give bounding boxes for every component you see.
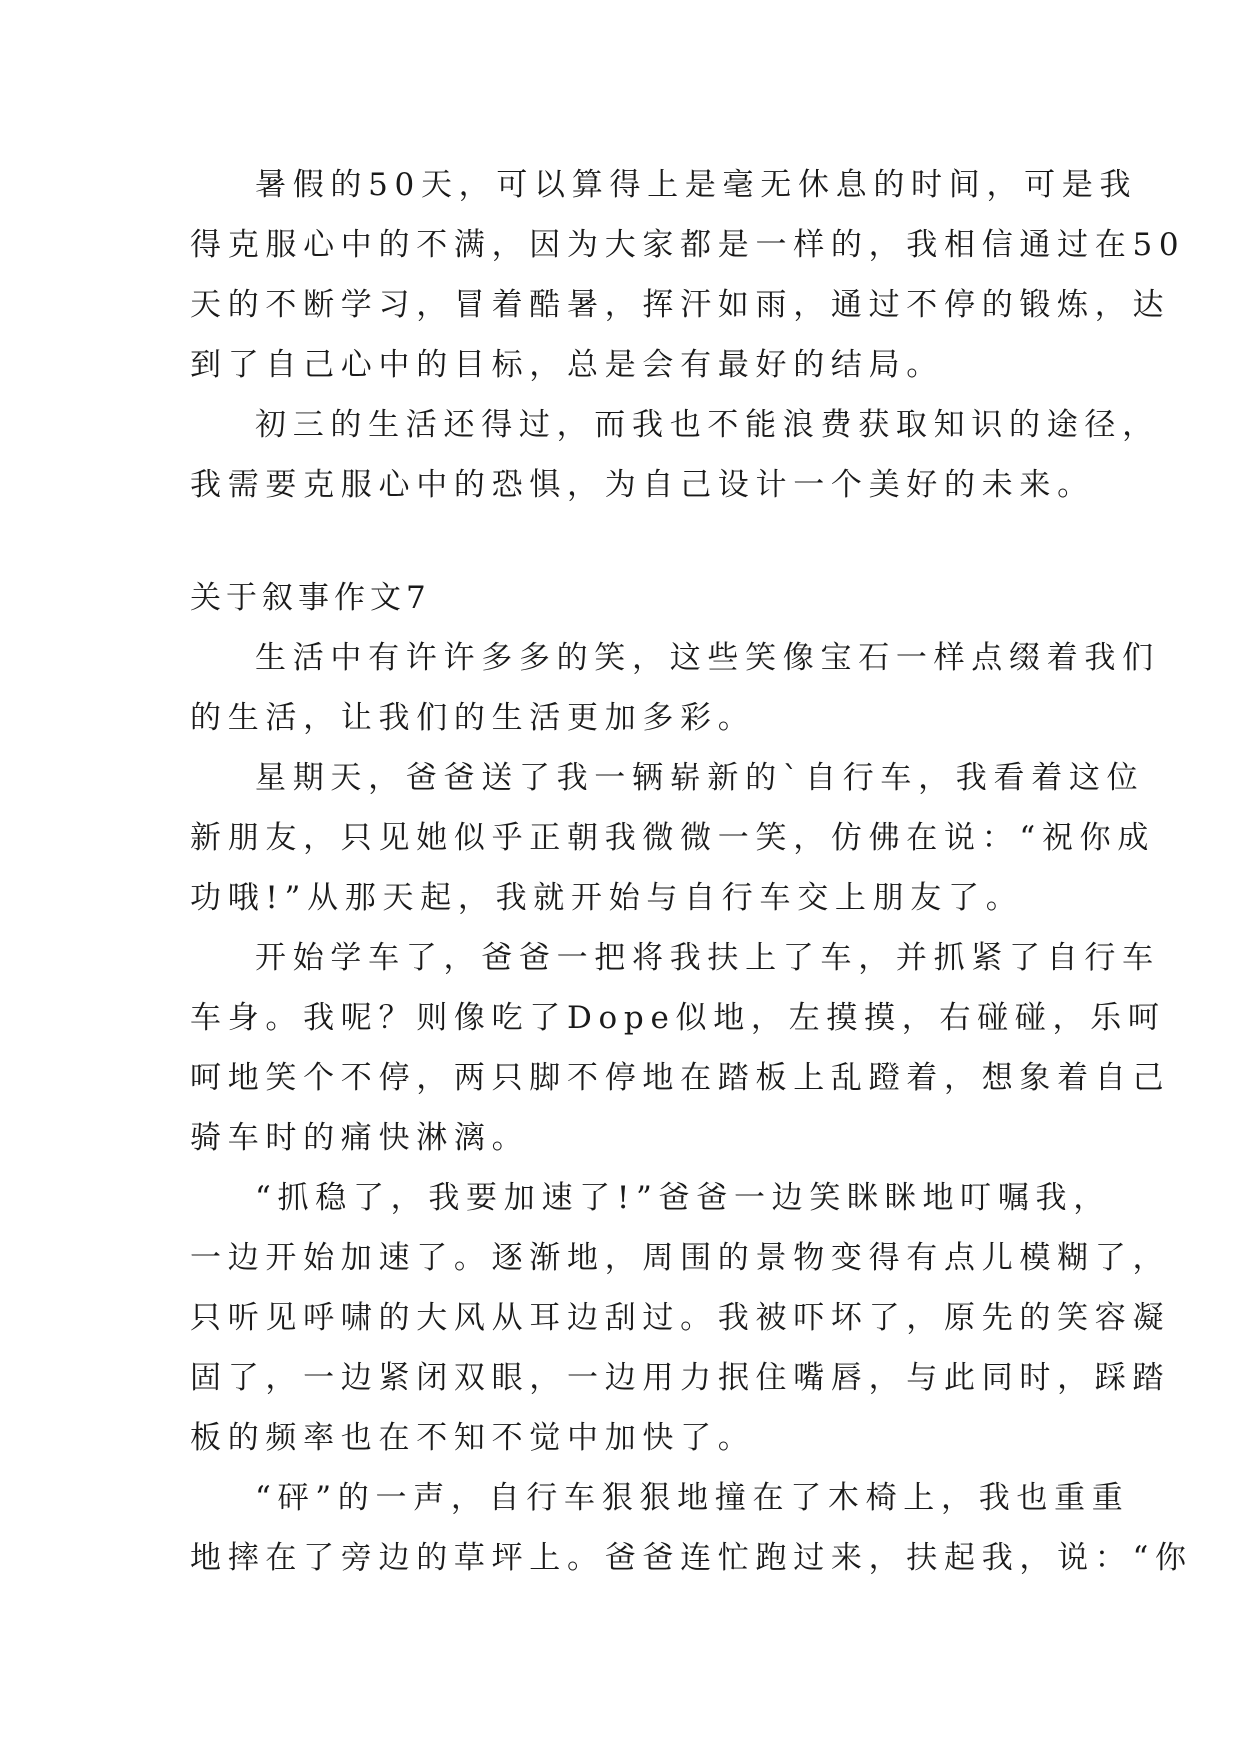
paragraph-line: 只听见呼啸的大风从耳边刮过。我被吓坏了，原先的笑容凝 [190, 1300, 1171, 1336]
paragraph-line: 生活中有许许多多的笑，这些笑像宝石一样点缀着我们 [255, 640, 1160, 676]
paragraph-line: 车身。我呢？则像吃了Dope似地，左摸摸，右碰碰，乐呵 [190, 1000, 1166, 1036]
section-heading: 关于叙事作文7 [190, 580, 431, 616]
paragraph-line: 地摔在了旁边的草坪上。爸爸连忙跑过来，扶起我，说：“你 [190, 1540, 1193, 1576]
paragraph-line: “砰”的一声，自行车狠狠地撞在了木椅上，我也重重 [255, 1480, 1130, 1516]
paragraph-line: 暑假的50天，可以算得上是毫无休息的时间，可是我 [255, 167, 1138, 203]
paragraph-line: 固了，一边紧闭双眼，一边用力抿住嘴唇，与此同时，踩踏 [190, 1360, 1171, 1396]
paragraph-line: 到了自己心中的目标，总是会有最好的结局。 [190, 347, 944, 383]
paragraph-line: 骑车时的痛快淋漓。 [190, 1120, 530, 1156]
paragraph-line: 板的频率也在不知不觉中加快了。 [190, 1420, 756, 1456]
paragraph-line: 我需要克服心中的恐惧，为自己设计一个美好的未来。 [190, 467, 1095, 503]
paragraph-line: 一边开始加速了。逐渐地，周围的景物变得有点儿模糊了， [190, 1240, 1171, 1276]
paragraph-line: 开始学车了，爸爸一把将我扶上了车，并抓紧了自行车 [255, 940, 1160, 976]
paragraph-line: 功哦!”从那天起，我就开始与自行车交上朋友了。 [190, 880, 1024, 916]
paragraph-line: 天的不断学习，冒着酷暑，挥汗如雨，通过不停的锻炼，达 [190, 287, 1171, 323]
paragraph-line: 呵地笑个不停，两只脚不停地在踏板上乱蹬着，想象着自己 [190, 1060, 1171, 1096]
paragraph-line: 新朋友，只见她似乎正朝我微微一笑，仿佛在说：“祝你成 [190, 820, 1156, 856]
paragraph-line: 得克服心中的不满，因为大家都是一样的，我相信通过在50 [190, 227, 1186, 263]
paragraph-line: 星期天，爸爸送了我一辆崭新的`自行车，我看着这位 [255, 760, 1145, 796]
paragraph-line: “抓稳了，我要加速了!”爸爸一边笑眯眯地叮嘱我， [255, 1180, 1111, 1216]
paragraph-line: 初三的生活还得过，而我也不能浪费获取知识的途径， [255, 407, 1160, 443]
paragraph-line: 的生活，让我们的生活更加多彩。 [190, 700, 756, 736]
